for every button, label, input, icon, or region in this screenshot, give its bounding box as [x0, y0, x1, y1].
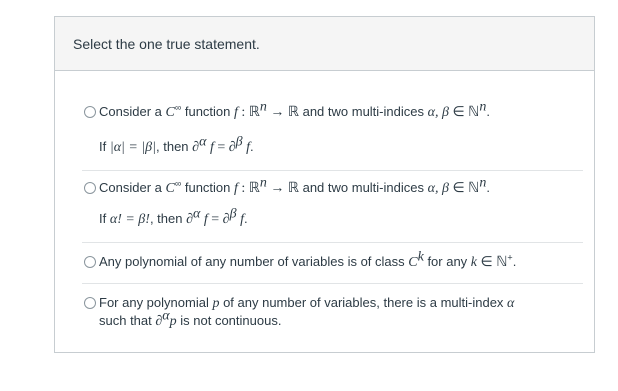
- radio-button[interactable]: [84, 297, 96, 309]
- radio-button[interactable]: [84, 106, 96, 118]
- question-header: [55, 17, 594, 71]
- answer-option-3[interactable]: [82, 243, 583, 284]
- option-text-line-1: Consider a C∞ function f : ℝ$^n$ → ℝ and two multi-indices α, β ∈ ℕ$^n$.: [99, 99, 490, 120]
- answer-option-2[interactable]: [82, 171, 583, 243]
- option-text-line-1: Any polynomial of any number of variables is of class $C^k$ for any k ∈ ℕ+.: [99, 249, 517, 270]
- answer-option-4[interactable]: [82, 284, 583, 344]
- radio-button[interactable]: [84, 182, 96, 194]
- answer-options: [82, 87, 583, 344]
- question-prompt: Select the one true statement.: [73, 35, 260, 52]
- radio-button[interactable]: [84, 256, 96, 268]
- answer-option-1[interactable]: [82, 87, 583, 171]
- option-text-line-1: For any polynomial p of any number of variables, there is a multi-index α: [99, 295, 515, 311]
- option-text-line-1: Consider a C∞ function f : ℝ$^n$ → ℝ and two multi-indices α, β ∈ ℕ$^n$.: [99, 175, 490, 196]
- option-text-line-2: If α! = β!, then ∂$^\alpha$ f = ∂$^\beta$ f.: [99, 206, 248, 227]
- option-text-line-2: such that ∂$^\alpha$p is not continuous.: [99, 308, 282, 329]
- question-card: [54, 16, 595, 353]
- option-text-line-2: If |α| = |β|, then ∂$^\alpha$ f = ∂$^\beta$ f.: [99, 134, 254, 155]
